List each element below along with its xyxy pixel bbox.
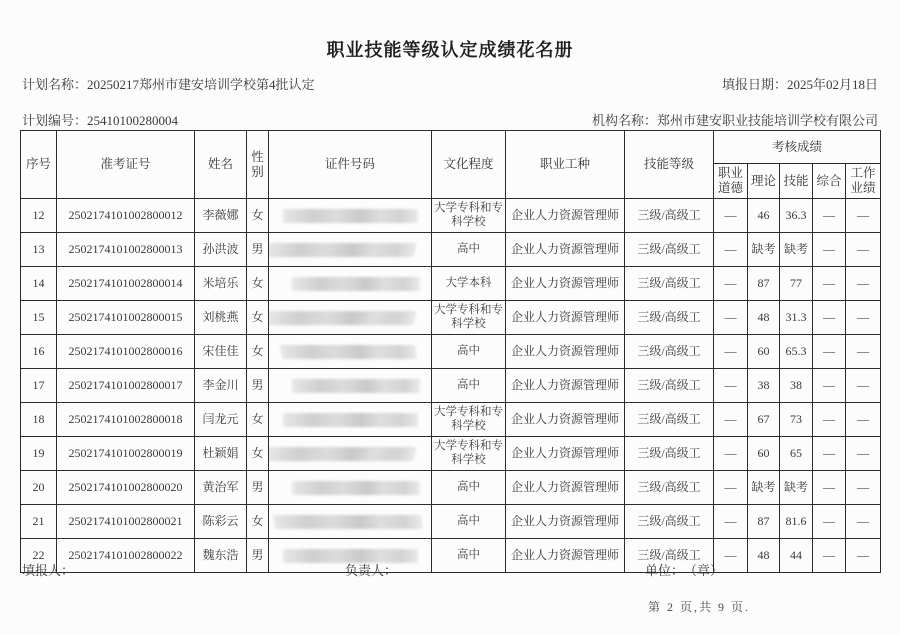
cell-skill-level: 三级/高级工 bbox=[625, 233, 714, 267]
cell-gender: 女 bbox=[247, 267, 269, 301]
cell-comprehensive-score: — bbox=[813, 369, 846, 403]
cell-skill-score: 36.3 bbox=[780, 199, 813, 233]
cell-seq: 20 bbox=[21, 471, 57, 505]
unit-stamp-label: 单位： （章） bbox=[645, 563, 724, 578]
cell-comprehensive-score: — bbox=[813, 267, 846, 301]
cell-work-score: — bbox=[846, 267, 881, 301]
cell-name: 魏东浩 bbox=[195, 539, 247, 573]
cell-occupation: 企业人力资源管理师 bbox=[506, 199, 625, 233]
cell-id-number bbox=[269, 199, 432, 233]
cell-seq: 13 bbox=[21, 233, 57, 267]
fill-date-label: 填报日期： bbox=[721, 77, 787, 92]
fill-date-value: 2025年02月18日 bbox=[786, 77, 878, 92]
id-redacted-block bbox=[292, 277, 420, 291]
cell-occupation: 企业人力资源管理师 bbox=[506, 233, 625, 267]
cell-skill-level: 三级/高级工 bbox=[625, 505, 714, 539]
cell-skill-level: 三级/高级工 bbox=[625, 199, 714, 233]
col-header-seq: 序号 bbox=[21, 131, 57, 199]
cell-occupation: 企业人力资源管理师 bbox=[506, 369, 625, 403]
cell-occupation: 企业人力资源管理师 bbox=[506, 471, 625, 505]
cell-occupation: 企业人力资源管理师 bbox=[506, 267, 625, 301]
cell-id-number bbox=[269, 403, 432, 437]
col-header-education: 文化程度 bbox=[432, 131, 506, 199]
org-name bbox=[592, 110, 878, 129]
cell-name: 黄治军 bbox=[195, 471, 247, 505]
cell-ethics-score: — bbox=[714, 369, 748, 403]
id-redacted-block bbox=[283, 209, 418, 223]
cell-comprehensive-score: — bbox=[813, 471, 846, 505]
cell-ethics-score: — bbox=[714, 403, 748, 437]
id-redacted-block bbox=[269, 243, 417, 257]
cell-occupation: 企业人力资源管理师 bbox=[506, 437, 625, 471]
manager-label: 负责人： bbox=[345, 563, 398, 578]
id-redacted-block bbox=[292, 379, 420, 393]
cell-comprehensive-score: — bbox=[813, 301, 846, 335]
cell-skill-score: 38 bbox=[780, 369, 813, 403]
cell-work-score: — bbox=[846, 437, 881, 471]
table-row bbox=[21, 369, 881, 403]
cell-occupation: 企业人力资源管理师 bbox=[506, 301, 625, 335]
cell-comprehensive-score: — bbox=[813, 437, 846, 471]
cell-comprehensive-score: — bbox=[813, 335, 846, 369]
cell-theory-score: 38 bbox=[748, 369, 780, 403]
table-row bbox=[21, 471, 881, 505]
cell-id-number bbox=[269, 369, 432, 403]
table-row bbox=[21, 437, 881, 471]
col-header-skill-level: 技能等级 bbox=[625, 131, 714, 199]
cell-id-number bbox=[269, 267, 432, 301]
cell-exam-no: 2502174101002800013 bbox=[57, 233, 195, 267]
cell-seq: 15 bbox=[21, 301, 57, 335]
cell-seq: 17 bbox=[21, 369, 57, 403]
cell-exam-no: 2502174101002800016 bbox=[57, 335, 195, 369]
id-redacted-block bbox=[273, 515, 423, 529]
cell-seq: 21 bbox=[21, 505, 57, 539]
cell-exam-no: 2502174101002800019 bbox=[57, 437, 195, 471]
table-header bbox=[21, 131, 881, 199]
id-redacted-block bbox=[280, 345, 417, 359]
cell-gender: 女 bbox=[247, 403, 269, 437]
cell-theory-score: 缺考 bbox=[748, 471, 780, 505]
plan-name-label: 计划名称： bbox=[22, 77, 88, 92]
cell-seq: 19 bbox=[21, 437, 57, 471]
cell-gender: 女 bbox=[247, 335, 269, 369]
cell-exam-no: 2502174101002800015 bbox=[57, 301, 195, 335]
fill-date bbox=[722, 74, 878, 93]
col-header-comprehensive: 综合 bbox=[813, 164, 846, 199]
cell-skill-score: 73 bbox=[780, 403, 813, 437]
cell-occupation: 企业人力资源管理师 bbox=[506, 505, 625, 539]
col-header-name: 姓名 bbox=[195, 131, 247, 199]
col-header-skill: 技能 bbox=[780, 164, 813, 199]
cell-occupation: 企业人力资源管理师 bbox=[506, 403, 625, 437]
cell-name: 闫龙元 bbox=[195, 403, 247, 437]
plan-code-value: 25410100280004 bbox=[87, 113, 179, 128]
cell-exam-no: 2502174101002800021 bbox=[57, 505, 195, 539]
cell-exam-no: 2502174101002800012 bbox=[57, 199, 195, 233]
cell-education: 大学专科和专科学校 bbox=[432, 437, 506, 471]
table-body bbox=[21, 199, 881, 573]
results-table bbox=[20, 130, 881, 573]
cell-education: 高中 bbox=[432, 335, 506, 369]
id-redacted-block bbox=[269, 447, 417, 461]
cell-occupation: 企业人力资源管理师 bbox=[506, 539, 625, 573]
cell-id-number bbox=[269, 437, 432, 471]
cell-ethics-score: — bbox=[714, 539, 748, 573]
cell-ethics-score: — bbox=[714, 267, 748, 301]
col-header-scores-group: 考核成绩 bbox=[714, 131, 881, 164]
cell-id-number bbox=[269, 335, 432, 369]
id-redacted-block bbox=[292, 481, 420, 495]
id-redacted-block bbox=[269, 311, 417, 325]
cell-education: 大学本科 bbox=[432, 267, 506, 301]
cell-skill-level: 三级/高级工 bbox=[625, 437, 714, 471]
cell-id-number bbox=[269, 471, 432, 505]
cell-skill-score: 31.3 bbox=[780, 301, 813, 335]
cell-skill-score: 缺考 bbox=[780, 471, 813, 505]
cell-skill-score: 缺考 bbox=[780, 233, 813, 267]
cell-work-score: — bbox=[846, 335, 881, 369]
cell-skill-level: 三级/高级工 bbox=[625, 471, 714, 505]
cell-education: 高中 bbox=[432, 471, 506, 505]
cell-education: 高中 bbox=[432, 233, 506, 267]
cell-gender: 男 bbox=[247, 369, 269, 403]
cell-gender: 女 bbox=[247, 437, 269, 471]
cell-comprehensive-score: — bbox=[813, 505, 846, 539]
cell-skill-level: 三级/高级工 bbox=[625, 403, 714, 437]
cell-skill-score: 77 bbox=[780, 267, 813, 301]
cell-gender: 女 bbox=[247, 301, 269, 335]
cell-name: 米培乐 bbox=[195, 267, 247, 301]
cell-name: 孙洪波 bbox=[195, 233, 247, 267]
page-number: 第 2 页,共 9 页. bbox=[648, 600, 751, 614]
col-header-ethics: 职业道德 bbox=[714, 164, 748, 199]
cell-work-score: — bbox=[846, 199, 881, 233]
cell-education: 大学专科和专科学校 bbox=[432, 301, 506, 335]
cell-education: 大学专科和专科学校 bbox=[432, 199, 506, 233]
cell-name: 杜颖娟 bbox=[195, 437, 247, 471]
cell-theory-score: 48 bbox=[748, 301, 780, 335]
cell-ethics-score: — bbox=[714, 505, 748, 539]
cell-id-number bbox=[269, 505, 432, 539]
cell-id-number bbox=[269, 301, 432, 335]
cell-name: 李金川 bbox=[195, 369, 247, 403]
cell-name: 刘桃燕 bbox=[195, 301, 247, 335]
plan-code bbox=[22, 110, 178, 129]
table-row bbox=[21, 335, 881, 369]
col-header-gender: 性别 bbox=[247, 131, 269, 199]
cell-ethics-score: — bbox=[714, 335, 748, 369]
col-header-occupation: 职业工种 bbox=[506, 131, 625, 199]
org-name-value: 郑州市建安职业技能培训学校有限公司 bbox=[656, 113, 878, 128]
table-row bbox=[21, 301, 881, 335]
table-row bbox=[21, 233, 881, 267]
cell-name: 陈彩云 bbox=[195, 505, 247, 539]
cell-skill-level: 三级/高级工 bbox=[625, 539, 714, 573]
cell-seq: 14 bbox=[21, 267, 57, 301]
cell-occupation: 企业人力资源管理师 bbox=[506, 335, 625, 369]
cell-gender: 男 bbox=[247, 471, 269, 505]
plan-name bbox=[22, 74, 315, 93]
org-name-label: 机构名称： bbox=[591, 113, 657, 128]
cell-education: 高中 bbox=[432, 369, 506, 403]
cell-theory-score: 60 bbox=[748, 335, 780, 369]
cell-work-score: — bbox=[846, 505, 881, 539]
cell-ethics-score: — bbox=[714, 301, 748, 335]
cell-work-score: — bbox=[846, 539, 881, 573]
cell-theory-score: 60 bbox=[748, 437, 780, 471]
cell-skill-level: 三级/高级工 bbox=[625, 301, 714, 335]
cell-id-number bbox=[269, 233, 432, 267]
cell-exam-no: 2502174101002800020 bbox=[57, 471, 195, 505]
cell-comprehensive-score: — bbox=[813, 233, 846, 267]
cell-skill-score: 65 bbox=[780, 437, 813, 471]
cell-skill-level: 三级/高级工 bbox=[625, 267, 714, 301]
cell-work-score: — bbox=[846, 301, 881, 335]
cell-comprehensive-score: — bbox=[813, 199, 846, 233]
col-header-work: 工作业绩 bbox=[846, 164, 881, 199]
cell-seq: 22 bbox=[21, 539, 57, 573]
table-row bbox=[21, 403, 881, 437]
cell-theory-score: 缺考 bbox=[748, 233, 780, 267]
filler-label: 填报人： bbox=[22, 563, 75, 578]
cell-comprehensive-score: — bbox=[813, 539, 846, 573]
cell-gender: 女 bbox=[247, 199, 269, 233]
cell-skill-score: 65.3 bbox=[780, 335, 813, 369]
cell-exam-no: 2502174101002800018 bbox=[57, 403, 195, 437]
cell-gender: 男 bbox=[247, 539, 269, 573]
cell-theory-score: 67 bbox=[748, 403, 780, 437]
table-row bbox=[21, 267, 881, 301]
cell-exam-no: 2502174101002800017 bbox=[57, 369, 195, 403]
cell-work-score: — bbox=[846, 369, 881, 403]
page-title: 职业技能等级认定成绩花名册 bbox=[326, 40, 574, 60]
cell-exam-no: 2502174101002800022 bbox=[57, 539, 195, 573]
cell-ethics-score: — bbox=[714, 233, 748, 267]
cell-skill-score: 81.6 bbox=[780, 505, 813, 539]
col-header-exam-no: 准考证号 bbox=[57, 131, 195, 199]
cell-theory-score: 87 bbox=[748, 505, 780, 539]
table-row bbox=[21, 199, 881, 233]
cell-skill-score: 44 bbox=[780, 539, 813, 573]
plan-code-label: 计划编号： bbox=[22, 113, 88, 128]
cell-comprehensive-score: — bbox=[813, 403, 846, 437]
cell-seq: 16 bbox=[21, 335, 57, 369]
cell-ethics-score: — bbox=[714, 471, 748, 505]
cell-education: 高中 bbox=[432, 539, 506, 573]
cell-name: 宋佳佳 bbox=[195, 335, 247, 369]
cell-skill-level: 三级/高级工 bbox=[625, 369, 714, 403]
cell-seq: 18 bbox=[21, 403, 57, 437]
cell-skill-level: 三级/高级工 bbox=[625, 335, 714, 369]
cell-theory-score: 87 bbox=[748, 267, 780, 301]
col-header-theory: 理论 bbox=[748, 164, 780, 199]
table-row bbox=[21, 505, 881, 539]
cell-work-score: — bbox=[846, 403, 881, 437]
cell-name: 李薇娜 bbox=[195, 199, 247, 233]
plan-name-value: 20250217郑州市建安培训学校第4批认定 bbox=[87, 77, 315, 92]
cell-work-score: — bbox=[846, 233, 881, 267]
cell-education: 大学专科和专科学校 bbox=[432, 403, 506, 437]
cell-theory-score: 48 bbox=[748, 539, 780, 573]
col-header-id-no: 证件号码 bbox=[269, 131, 432, 199]
table-row bbox=[21, 539, 881, 573]
cell-theory-score: 46 bbox=[748, 199, 780, 233]
cell-ethics-score: — bbox=[714, 437, 748, 471]
cell-seq: 12 bbox=[21, 199, 57, 233]
id-redacted-block bbox=[283, 413, 418, 427]
cell-gender: 男 bbox=[247, 233, 269, 267]
cell-exam-no: 2502174101002800014 bbox=[57, 267, 195, 301]
cell-education: 高中 bbox=[432, 505, 506, 539]
cell-work-score: — bbox=[846, 471, 881, 505]
cell-ethics-score: — bbox=[714, 199, 748, 233]
cell-gender: 女 bbox=[247, 505, 269, 539]
